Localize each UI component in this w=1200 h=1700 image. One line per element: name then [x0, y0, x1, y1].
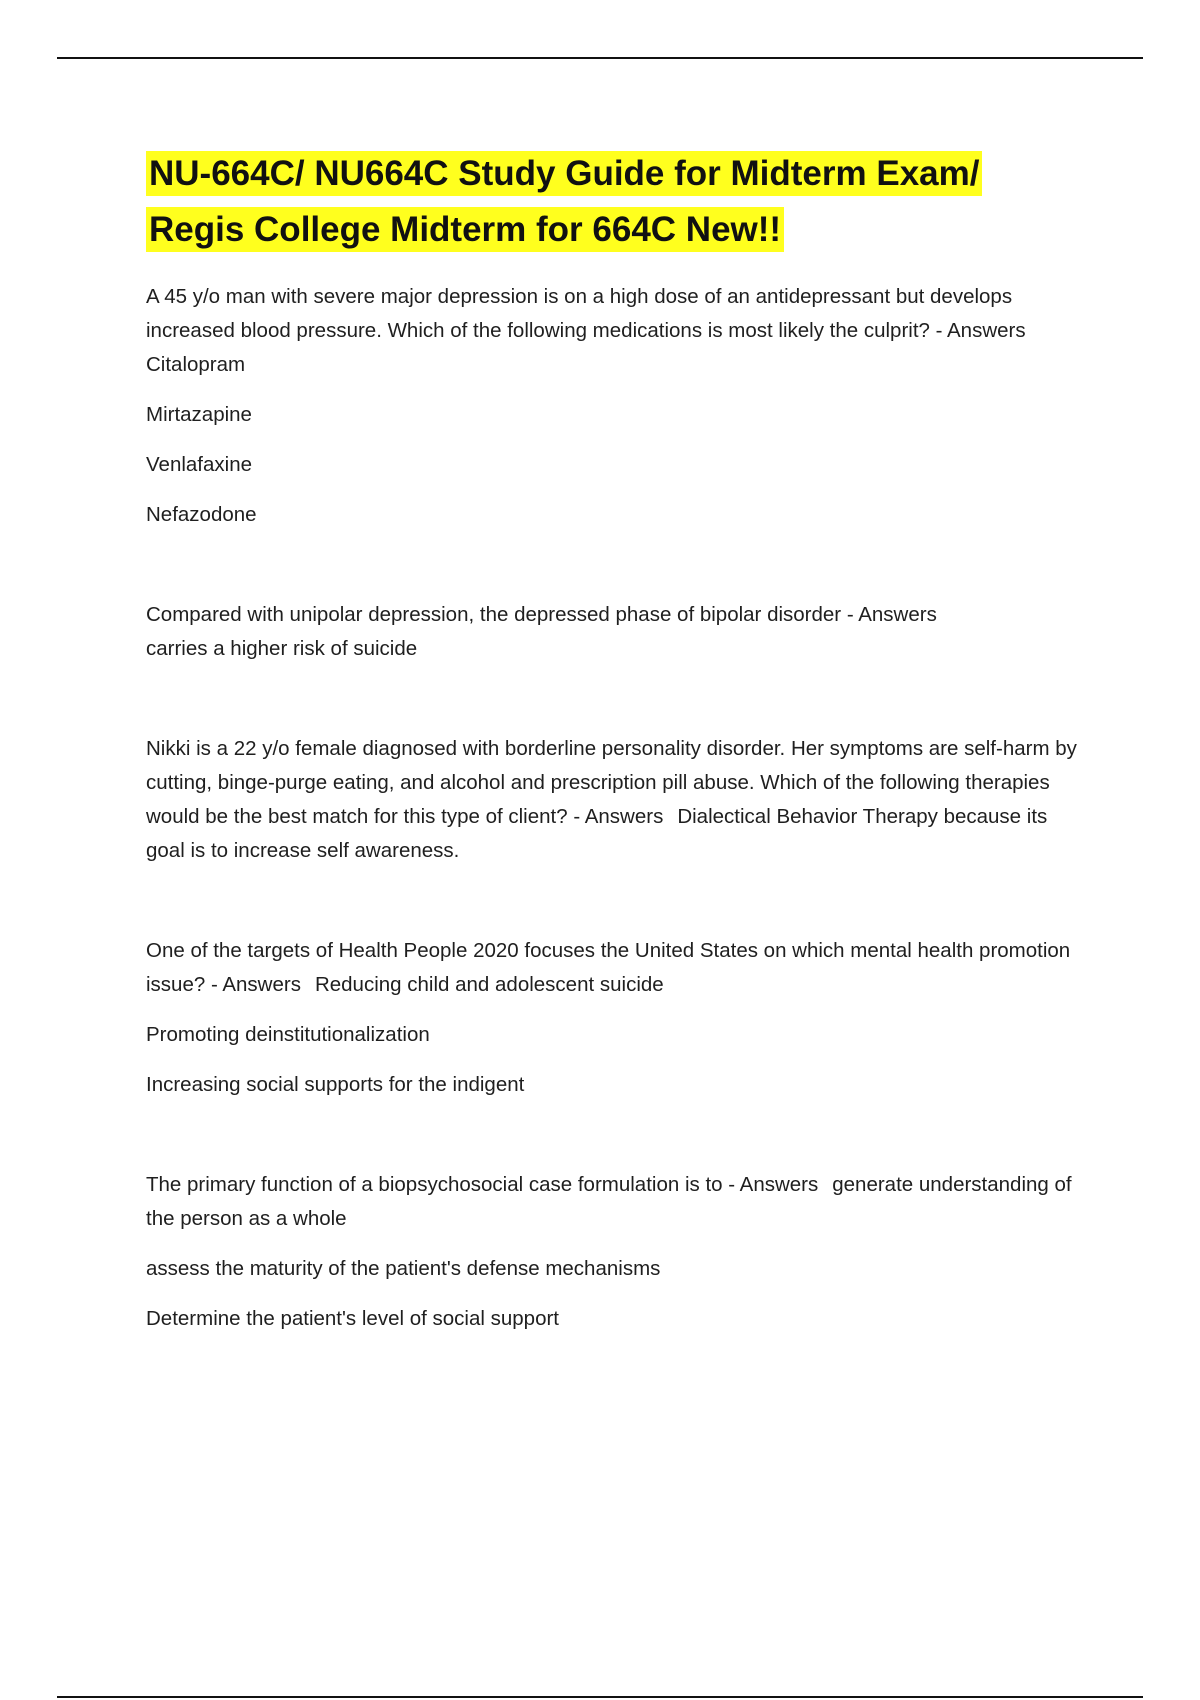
title-line-1: NU-664C/ NU664C Study Guide for Midterm Exam/	[149, 154, 980, 193]
question-block	[146, 280, 1090, 532]
answer-text: Dialectical Behavior Therapy because its goal is to increase self awareness.	[146, 805, 1048, 862]
question-prompt: The primary function of a biopsychosocial case formulation is to - Answers	[146, 1173, 819, 1196]
answer-text: Reducing child and adolescent suicide	[314, 973, 664, 996]
question-block	[146, 598, 1090, 666]
page-title	[146, 146, 1090, 258]
answer-option: Promoting deinstitutionalization	[146, 1023, 430, 1046]
question-prompt: A 45 y/o man with severe major depression is on a high dose of an antidepressant but develops increased blood pressure. Which of the following medications is most likely the culprit? - Answers	[146, 285, 1026, 342]
question-prompt: Compared with unipolar depression, the depressed phase of bipolar disorder - Answers	[146, 603, 937, 626]
answer-text: Citalopram	[146, 353, 246, 376]
answer-option: Increasing social supports for the indigent	[146, 1073, 525, 1096]
answer-text: carries a higher risk of suicide	[146, 637, 418, 660]
title-highlight	[146, 151, 982, 252]
question-block	[146, 934, 1090, 1102]
question-text	[146, 1168, 1090, 1236]
question-block	[146, 732, 1090, 868]
answer-option: Venlafaxine	[146, 453, 253, 476]
header-rule	[57, 57, 1143, 59]
document-body	[146, 146, 1090, 1336]
question-text	[146, 732, 1090, 868]
answer-option: Nefazodone	[146, 503, 257, 526]
question-prompt: One of the targets of Health People 2020 focuses the United States on which mental health promotion issue? - Answers	[146, 939, 1071, 996]
question-text	[146, 598, 1090, 666]
footer-rule	[57, 1696, 1143, 1698]
answer-option: assess the maturity of the patient's defense mechanisms	[146, 1257, 661, 1280]
question-text	[146, 280, 1090, 382]
answer-text: generate understanding of the person as a whole	[146, 1173, 1072, 1230]
question-text	[146, 934, 1090, 1002]
answer-option: Mirtazapine	[146, 403, 252, 426]
question-prompt: Nikki is a 22 y/o female diagnosed with borderline personality disorder. Her symptoms are self-harm by cutting, binge-purge eating, and alcohol and prescription pill abuse. Which of the following therapies would be the best match for this type of client? - Answers	[146, 737, 1077, 828]
answer-option: Determine the patient's level of social support	[146, 1307, 559, 1330]
title-line-2: Regis College Midterm for 664C New!!	[149, 210, 782, 249]
question-block	[146, 1168, 1090, 1336]
